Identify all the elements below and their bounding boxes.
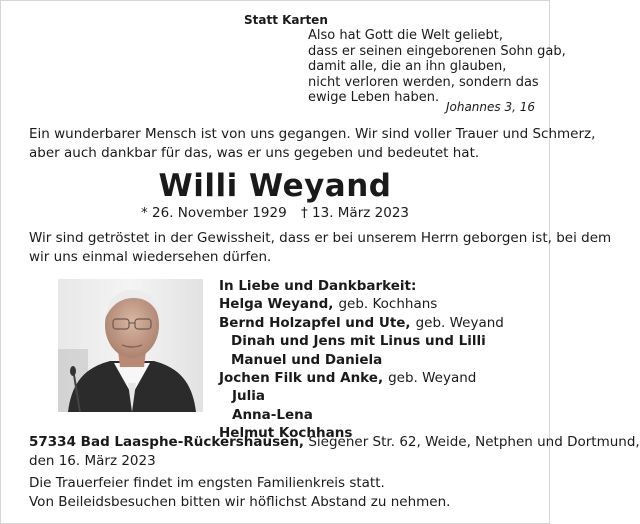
member-name: Manuel und Daniela (231, 351, 383, 368)
intro-line: Ein wunderbarer Mensch ist von uns gegangen. Wir sind voller Trauer und Schmerz, (29, 126, 596, 142)
intro-line: aber auch dankbar für das, was er uns gegeben und bedeutet hat. (29, 144, 480, 161)
family-member (219, 332, 504, 350)
comfort-line: wir uns einmal wiedersehen dürfen. (29, 248, 272, 265)
verse-reference: Johannes 3, 16 (445, 100, 535, 114)
bible-verse (308, 28, 566, 106)
family-member (219, 369, 504, 387)
verse-line: damit alle, die an ihn glauben, (308, 59, 507, 75)
member-note: geb. Weyand (388, 370, 477, 387)
member-note: geb. Kochhans (338, 296, 438, 313)
member-note: geb. Weyand (415, 314, 504, 331)
member-name: Julia (232, 388, 265, 405)
comfort-text (29, 229, 611, 266)
funeral-notice (29, 474, 450, 511)
member-name: Helmut Kochhans (219, 425, 353, 442)
address-rest: Siegener Str. 62, Weide, Netphen und Dortmund, (304, 434, 640, 450)
address-line (29, 433, 640, 452)
header-statt-karten: Statt Karten (244, 13, 328, 27)
verse-line: ewige Leben haben. (308, 90, 440, 106)
address-place: 57334 Bad Laasphe-Rückershausen, (29, 434, 305, 450)
verse-line: Also hat Gott die Welt geliebt, (308, 28, 504, 43)
family-member (219, 387, 504, 405)
verse-line: dass er seinen eingeborenen Sohn gab, (308, 43, 566, 59)
funeral-line: Die Trauerfeier findet im engsten Familienkreis statt. (29, 475, 385, 491)
portrait-photo (58, 279, 203, 412)
member-name: Bernd Holzapfel und Ute, (219, 314, 411, 331)
family-member (219, 295, 504, 313)
member-name: Jochen Filk und Anke, (219, 370, 384, 387)
funeral-line: Von Beileidsbesuchen bitten wir höflichst Abstand zu nehmen. (29, 493, 451, 510)
death-date: † 13. März 2023 (300, 205, 409, 221)
family-list (219, 277, 504, 443)
intro-text (29, 125, 595, 162)
portrait-image (58, 279, 203, 412)
deceased-name: Willi Weyand (158, 168, 392, 204)
address-date: den 16. März 2023 (29, 452, 156, 469)
member-name: Helga Weyand, (219, 296, 334, 313)
member-name: Anna-Lena (232, 406, 313, 423)
family-member (219, 406, 504, 424)
life-dates (1, 205, 549, 221)
birth-date: * 26. November 1929 (141, 205, 287, 221)
family-member (219, 351, 504, 369)
comfort-line: Wir sind getröstet in der Gewissheit, dass er bei unserem Herrn geborgen ist, bei dem (29, 230, 612, 246)
family-intro: In Liebe und Dankbarkeit: (219, 278, 417, 294)
address-block (29, 433, 640, 470)
member-name: Dinah und Jens mit Linus und Lilli (231, 333, 486, 350)
family-member (219, 314, 504, 332)
verse-line: nicht verloren werden, sondern das (308, 74, 539, 90)
